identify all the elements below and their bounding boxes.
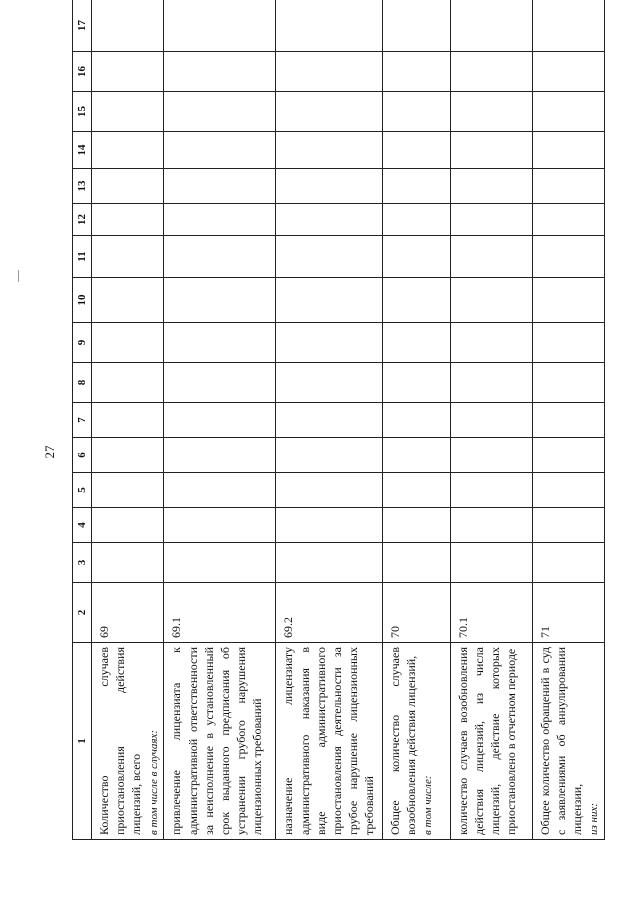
data-cell [92, 169, 164, 204]
column-header: 2 [73, 583, 92, 643]
column-header: 6 [73, 438, 92, 473]
data-cell [92, 204, 164, 236]
data-cell [164, 236, 276, 278]
data-cell [92, 543, 164, 583]
data-cell [276, 92, 382, 132]
data-cell [382, 323, 450, 363]
row-label: количество случаев возобновления действия лицензий, из числа лицензий, действие которых приостановлено в отчетном периоде [455, 647, 519, 835]
table-row [92, 0, 164, 840]
row-label: Количество случаев приостановления действия лицензий, всего [97, 647, 144, 835]
row-code: 70 [382, 583, 450, 643]
data-cell [276, 403, 382, 438]
row-code: 69.1 [164, 583, 276, 643]
column-header: 14 [73, 132, 92, 169]
data-cell [164, 0, 276, 52]
column-header: 11 [73, 236, 92, 278]
page-number: 27 [42, 445, 57, 459]
row-label: Общее количество обращений в суд с заявлениями об аннулировании лицензии, [537, 647, 584, 835]
data-cell [382, 278, 450, 323]
column-header: 10 [73, 278, 92, 323]
data-cell [532, 204, 604, 236]
data-cell [450, 438, 532, 473]
row-code: 69.2 [276, 583, 382, 643]
row-label-cell [450, 643, 532, 840]
data-cell [532, 92, 604, 132]
table-row [276, 0, 382, 840]
data-cell [450, 508, 532, 543]
data-cell [92, 363, 164, 403]
data-cell [276, 204, 382, 236]
scan-artifact-mark [18, 270, 19, 282]
data-cell [164, 132, 276, 169]
data-cell [164, 204, 276, 236]
data-cell [92, 52, 164, 92]
data-cell [164, 92, 276, 132]
data-cell [382, 52, 450, 92]
column-header: 17 [73, 0, 92, 52]
data-cell [382, 543, 450, 583]
data-cell [450, 543, 532, 583]
data-cell [276, 52, 382, 92]
column-header: 15 [73, 92, 92, 132]
data-cell [382, 473, 450, 508]
data-cell [164, 508, 276, 543]
data-cell [532, 169, 604, 204]
column-header: 1 [73, 643, 92, 840]
data-cell [382, 236, 450, 278]
data-cell [382, 0, 450, 52]
table-row [382, 0, 450, 840]
data-cell [450, 323, 532, 363]
report-table-container [72, 20, 601, 840]
data-cell [92, 473, 164, 508]
column-header: 7 [73, 403, 92, 438]
data-cell [532, 236, 604, 278]
column-header: 16 [73, 52, 92, 92]
data-cell [92, 403, 164, 438]
data-cell [382, 169, 450, 204]
data-cell [92, 323, 164, 363]
column-header: 9 [73, 323, 92, 363]
data-cell [382, 438, 450, 473]
data-cell [532, 543, 604, 583]
data-cell [450, 473, 532, 508]
data-cell [164, 473, 276, 508]
data-cell [450, 169, 532, 204]
column-number-row [73, 0, 92, 840]
data-cell [450, 92, 532, 132]
data-cell [382, 403, 450, 438]
row-label: назначение лицензиату административного наказания в виде административного приостановления деятельности за грубое нарушение лицензионных требований [281, 647, 377, 835]
column-header: 5 [73, 473, 92, 508]
row-code: 70.1 [450, 583, 532, 643]
data-cell [532, 473, 604, 508]
data-cell [92, 0, 164, 52]
data-cell [276, 508, 382, 543]
row-label: Общее количество случаев возобновления действия лицензий, [387, 647, 418, 835]
row-label: привлечение лицензиата к административной ответственности за неисполнение в установленный срок выданного предписания об устранении грубого нарушения лицензионных требований [169, 647, 265, 835]
data-cell [164, 52, 276, 92]
data-cell [450, 236, 532, 278]
column-header: 12 [73, 204, 92, 236]
row-label-cell [532, 643, 604, 840]
data-cell [382, 363, 450, 403]
data-cell [276, 0, 382, 52]
data-cell [450, 204, 532, 236]
data-cell [532, 278, 604, 323]
report-table [72, 0, 605, 840]
row-code: 69 [92, 583, 164, 643]
column-header: 13 [73, 169, 92, 204]
column-header: 4 [73, 508, 92, 543]
data-cell [92, 438, 164, 473]
table-row [164, 0, 276, 840]
data-cell [532, 132, 604, 169]
table-row [450, 0, 532, 840]
row-label-cell [92, 643, 164, 840]
data-cell [382, 92, 450, 132]
data-cell [92, 508, 164, 543]
data-cell [164, 438, 276, 473]
data-cell [276, 236, 382, 278]
data-cell [276, 278, 382, 323]
data-cell [382, 204, 450, 236]
data-cell [450, 403, 532, 438]
data-cell [164, 363, 276, 403]
data-cell [92, 278, 164, 323]
data-cell [276, 169, 382, 204]
data-cell [532, 403, 604, 438]
data-cell [450, 0, 532, 52]
row-sublabel: в том числе: [421, 775, 434, 835]
row-label-cell [276, 643, 382, 840]
data-cell [450, 52, 532, 92]
data-cell [532, 0, 604, 52]
data-cell [164, 278, 276, 323]
row-label-cell [164, 643, 276, 840]
data-cell [532, 508, 604, 543]
data-cell [276, 132, 382, 169]
row-label-cell [382, 643, 450, 840]
data-cell [92, 236, 164, 278]
table-row [532, 0, 604, 840]
data-cell [276, 543, 382, 583]
column-header: 8 [73, 363, 92, 403]
data-cell [164, 323, 276, 363]
row-sublabel: из них: [588, 802, 601, 835]
data-cell [450, 278, 532, 323]
column-header: 3 [73, 543, 92, 583]
data-cell [276, 438, 382, 473]
data-cell [276, 363, 382, 403]
data-cell [532, 52, 604, 92]
data-cell [382, 132, 450, 169]
data-cell [276, 473, 382, 508]
data-cell [532, 323, 604, 363]
data-cell [450, 363, 532, 403]
data-cell [164, 169, 276, 204]
data-cell [382, 508, 450, 543]
data-cell [276, 323, 382, 363]
data-cell [532, 438, 604, 473]
data-cell [164, 543, 276, 583]
data-cell [92, 92, 164, 132]
data-cell [532, 363, 604, 403]
data-cell [92, 132, 164, 169]
row-code: 71 [532, 583, 604, 643]
data-cell [164, 403, 276, 438]
data-cell [450, 132, 532, 169]
row-sublabel: в том числе в случаях: [147, 730, 160, 835]
